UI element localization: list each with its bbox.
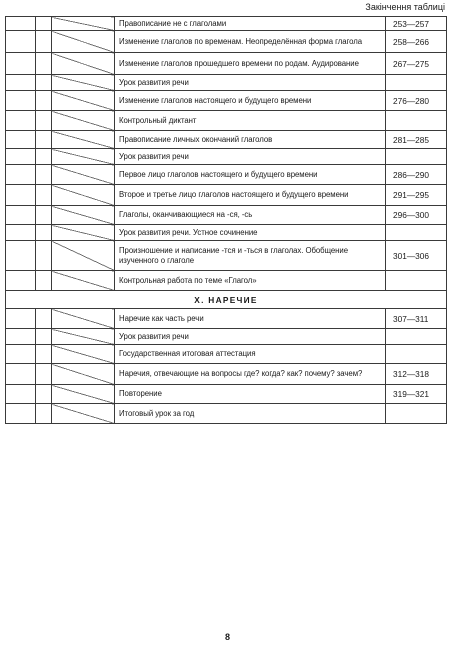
lesson-number-cell — [6, 241, 36, 271]
page-number: 8 — [224, 632, 230, 642]
lesson-date-cell — [36, 271, 52, 291]
lesson-topic: Наречие как часть речи — [115, 309, 386, 329]
lesson-date-cell — [36, 75, 52, 91]
lesson-pages — [386, 345, 447, 364]
lesson-pages — [386, 75, 447, 91]
lesson-number-cell — [6, 75, 36, 91]
lesson-row — [6, 131, 447, 149]
lesson-date-cell — [36, 53, 52, 75]
lesson-topic: Государственная итоговая аттестация — [115, 345, 386, 364]
lesson-blank-cell — [52, 17, 115, 31]
lesson-number-cell — [6, 111, 36, 131]
lesson-date-cell — [36, 31, 52, 53]
lesson-pages: 267—275 — [386, 53, 447, 75]
lesson-blank-cell — [52, 91, 115, 111]
lesson-topic: Наречия, отвечающие на вопросы где? когда? как? почему? зачем? — [115, 364, 386, 385]
lesson-blank-cell — [52, 345, 115, 364]
lesson-blank-cell — [52, 185, 115, 206]
lesson-number-cell — [6, 271, 36, 291]
lesson-date-cell — [36, 206, 52, 225]
lesson-blank-cell — [52, 75, 115, 91]
lesson-blank-cell — [52, 309, 115, 329]
lesson-row — [6, 91, 447, 111]
lesson-blank-cell — [52, 329, 115, 345]
lesson-number-cell — [6, 345, 36, 364]
lesson-row — [6, 241, 447, 271]
lesson-pages: 253—257 — [386, 17, 447, 31]
lesson-date-cell — [36, 241, 52, 271]
lesson-pages: 312—318 — [386, 364, 447, 385]
lesson-row — [6, 385, 447, 404]
lesson-blank-cell — [52, 111, 115, 131]
lesson-plan-body — [6, 17, 447, 424]
lesson-row — [6, 271, 447, 291]
lesson-pages: 301—306 — [386, 241, 447, 271]
lesson-number-cell — [6, 131, 36, 149]
lesson-pages: 276—280 — [386, 91, 447, 111]
lesson-blank-cell — [52, 165, 115, 185]
lesson-number-cell — [6, 364, 36, 385]
lesson-row — [6, 364, 447, 385]
lesson-row — [6, 345, 447, 364]
lesson-row — [6, 206, 447, 225]
lesson-topic: Итоговый урок за год — [115, 404, 386, 424]
lesson-date-cell — [36, 111, 52, 131]
lesson-date-cell — [36, 131, 52, 149]
lesson-pages: 286—290 — [386, 165, 447, 185]
lesson-date-cell — [36, 404, 52, 424]
lesson-row — [6, 111, 447, 131]
lesson-pages — [386, 329, 447, 345]
lesson-row — [6, 404, 447, 424]
lesson-blank-cell — [52, 131, 115, 149]
lesson-topic: Урок развития речи — [115, 149, 386, 165]
lesson-topic: Правописание не с глаголами — [115, 17, 386, 31]
lesson-pages — [386, 404, 447, 424]
lesson-row — [6, 149, 447, 165]
lesson-number-cell — [6, 404, 36, 424]
lesson-date-cell — [36, 17, 52, 31]
lesson-date-cell — [36, 385, 52, 404]
lesson-topic: Урок развития речи. Устное сочинение — [115, 225, 386, 241]
lesson-topic: Глаголы, оканчивающиеся на -ся, -сь — [115, 206, 386, 225]
lesson-number-cell — [6, 185, 36, 206]
lesson-number-cell — [6, 149, 36, 165]
lesson-topic: Урок развития речи — [115, 329, 386, 345]
lesson-pages: 319—321 — [386, 385, 447, 404]
lesson-row — [6, 75, 447, 91]
lesson-blank-cell — [52, 385, 115, 404]
lesson-topic: Первое лицо глаголов настоящего и будущего времени — [115, 165, 386, 185]
lesson-pages: 296—300 — [386, 206, 447, 225]
lesson-date-cell — [36, 165, 52, 185]
lesson-blank-cell — [52, 206, 115, 225]
lesson-date-cell — [36, 364, 52, 385]
lesson-pages — [386, 271, 447, 291]
lesson-pages: 307—311 — [386, 309, 447, 329]
lesson-row — [6, 53, 447, 75]
lesson-blank-cell — [52, 225, 115, 241]
lesson-date-cell — [36, 345, 52, 364]
lesson-topic: Контрольный диктант — [115, 111, 386, 131]
lesson-date-cell — [36, 329, 52, 345]
lesson-number-cell — [6, 309, 36, 329]
lesson-row — [6, 329, 447, 345]
lesson-blank-cell — [52, 404, 115, 424]
table-continuation-caption: Закінчення таблиці — [365, 2, 445, 12]
lesson-date-cell — [36, 91, 52, 111]
lesson-row — [6, 309, 447, 329]
lesson-pages — [386, 225, 447, 241]
lesson-topic: Правописание личных окончаний глаголов — [115, 131, 386, 149]
lesson-blank-cell — [52, 364, 115, 385]
lesson-topic: Контрольная работа по теме «Глагол» — [115, 271, 386, 291]
lesson-date-cell — [36, 225, 52, 241]
lesson-number-cell — [6, 225, 36, 241]
lesson-date-cell — [36, 185, 52, 206]
lesson-row — [6, 225, 447, 241]
lesson-blank-cell — [52, 241, 115, 271]
lesson-topic: Изменение глаголов прошедшего времени по родам. Аудирование — [115, 53, 386, 75]
lesson-blank-cell — [52, 271, 115, 291]
lesson-pages: 291—295 — [386, 185, 447, 206]
lesson-blank-cell — [52, 53, 115, 75]
lesson-number-cell — [6, 17, 36, 31]
lesson-row — [6, 185, 447, 206]
lesson-number-cell — [6, 165, 36, 185]
lesson-topic: Изменение глаголов по временам. Неопределённая форма глагола — [115, 31, 386, 53]
lesson-number-cell — [6, 206, 36, 225]
lesson-pages — [386, 149, 447, 165]
lesson-topic: Урок развития речи — [115, 75, 386, 91]
lesson-topic: Изменение глаголов настоящего и будущего времени — [115, 91, 386, 111]
section-title: X. НАРЕЧИЕ — [6, 291, 447, 309]
lesson-blank-cell — [52, 31, 115, 53]
section-header-row — [6, 291, 447, 309]
lesson-topic: Произношение и написание -тся и -ться в глаголах. Обобщение изученного о глаголе — [115, 241, 386, 271]
lesson-plan-table — [5, 16, 447, 424]
lesson-pages — [386, 111, 447, 131]
lesson-row — [6, 31, 447, 53]
lesson-number-cell — [6, 329, 36, 345]
lesson-blank-cell — [52, 149, 115, 165]
lesson-date-cell — [36, 149, 52, 165]
lesson-number-cell — [6, 91, 36, 111]
lesson-row — [6, 165, 447, 185]
lesson-pages: 258—266 — [386, 31, 447, 53]
lesson-topic: Повторение — [115, 385, 386, 404]
lesson-row — [6, 17, 447, 31]
lesson-pages: 281—285 — [386, 131, 447, 149]
lesson-number-cell — [6, 53, 36, 75]
lesson-topic: Второе и третье лицо глаголов настоящего и будущего времени — [115, 185, 386, 206]
lesson-number-cell — [6, 385, 36, 404]
lesson-date-cell — [36, 309, 52, 329]
lesson-number-cell — [6, 31, 36, 53]
